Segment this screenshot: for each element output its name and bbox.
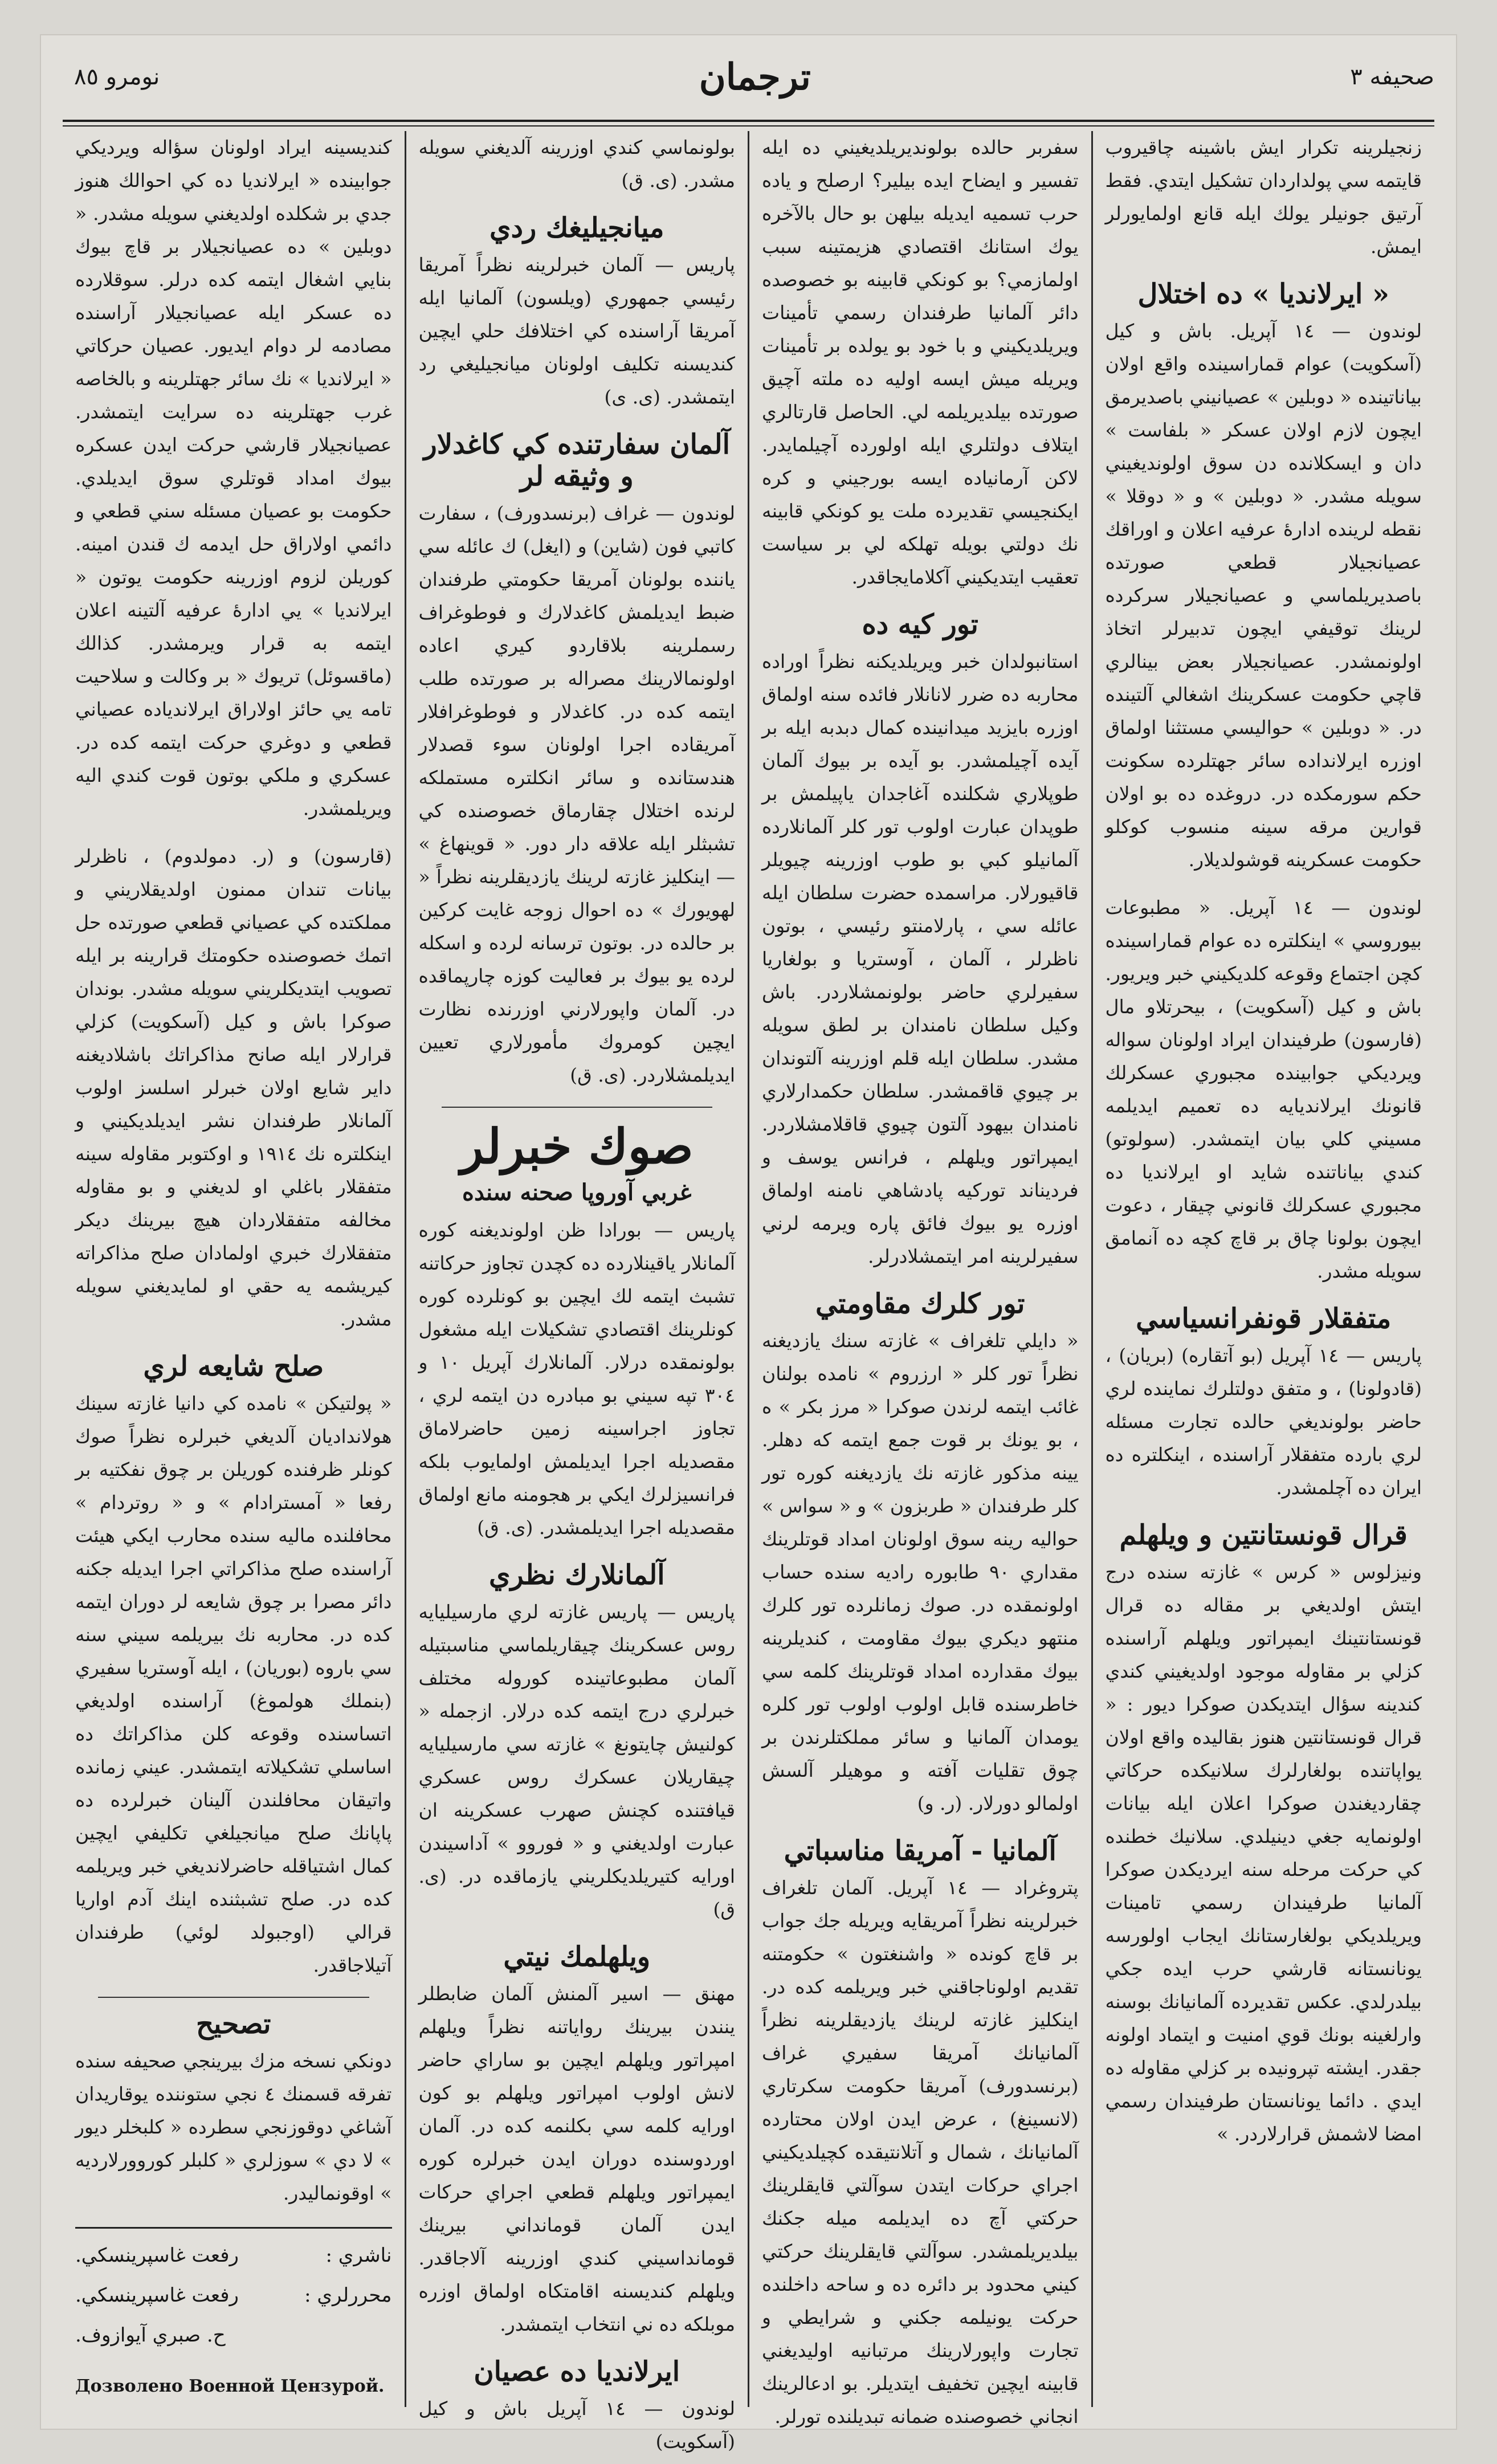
editors-row bbox=[75, 2275, 392, 2315]
newspaper-page bbox=[40, 34, 1457, 2453]
article-title: متفقلار قونفرانسياسي bbox=[1136, 1303, 1392, 1335]
article bbox=[419, 1118, 736, 1544]
page-number: صحيفه ٣ bbox=[1350, 64, 1434, 90]
article-title: آلمانيا - آمريقا مناسباتي bbox=[784, 1835, 1057, 1867]
article-body: (قارسون) و (ر. دمولدوم) ، ناظرلر بيانات تندان ممنون اولديقلاريني و مملكتده كي عصياني قطعي صورتده حل اتمك خصوصنده حكومتك قرارينه بر ايله تصويب ايتديكلريني سويله مشدر. بوندان صوكرا باش و كيل (آسكويت) كزلي قرارلار ايله صانح مذاكراتك باشلاديغنه داير شايع اولان خبرلر اسلسز اولوب آلمانلار طرفندان نشر ايديلديكيني و اينكلتره نك ١٩١٤ و اوكتوبر مقاوله سينه متفقلار باغلي او لديغني و بو مقاوله مخالفه متفقلاردان هيچ بيرينك ديكر متفقلارك خبري اولمادان صلح مذاكراته كيريشمه يه حقي او لمايديغني سويله مشدر. bbox=[75, 845, 392, 1330]
article bbox=[762, 609, 1079, 1273]
editors-row-2 bbox=[75, 2315, 392, 2355]
article bbox=[75, 840, 392, 1336]
section-subtitle: غربي آوروپا صحنه سنده bbox=[462, 1179, 692, 1206]
publisher-row bbox=[75, 2235, 392, 2275]
article-title: ميانجيليغك ردي bbox=[490, 212, 664, 244]
article-body: دونكي نسخه مزك بيرينجي صحيفه سنده تفرقه قسمنك ٤ نجي ستوننده يوقاريدان آشاغي دوقوزنجي سطرده « كلبخلر ديور » لا دي » سوزلري « كلبلر كوروورلارديه » اوقونماليدر. bbox=[75, 2050, 392, 2204]
column-3 bbox=[405, 131, 748, 2453]
newspaper-title: ترجمان bbox=[699, 55, 811, 99]
article-title: تور كلرك مقاومتي bbox=[815, 1288, 1025, 1320]
page-header bbox=[40, 34, 1457, 120]
column-2 bbox=[748, 131, 1091, 2428]
article-body: پاريس — آلمان خبرلرينه نظراً آمريقا رئيسي جمهوري (ويلسون) آلمانيا ايله آمريقا آراسنده كي اختلافك حلي ايچين كنديسنه تكليف اولونان ميانجيليغي رد ايتمشدر. (ى. ى) bbox=[418, 254, 735, 408]
article bbox=[1106, 891, 1422, 1288]
article bbox=[762, 131, 1079, 594]
censor-note: Дозволено Военной Цензурой. bbox=[75, 2376, 385, 2396]
header-rule bbox=[63, 120, 1434, 127]
article-title: ويلهلمك نيتي bbox=[503, 1941, 651, 1973]
article bbox=[75, 131, 392, 825]
article bbox=[75, 1351, 392, 1982]
article-body: كنديسينه ايراد اولونان سؤاله ويرديكي جوابينده « ايرلانديا ده كي احوالك هنوز جدي بر شكلده اولديغني سويله مشدر. « دوبلين » ده عصيانجيلار بر قاچ بيوك بنايي اشغال ايتمه كده درلر. سوقلارده ده عسكر ايله عصيانجيلار آراسنده مصادمه لر دوام ايديور. عصيان حركاتي « ايرلانديا » نك سائر جهتلرينه و بالخاصه غرب جهتلرينه ده سرايت ايتمشدر. عصيانجيلار قارشي حركت ايدن عسكره بيوك امداد قوتلري سوق ايديلدي. حكومت بو عصيان مسئله سني قطعي و دائمي اولاراق حل ايدمه ك قندن امينه. كوريلن لزوم اوزرينه حكومت يوتون « ايرلانديا » يي ادارۀ عرفيه آلتينه اعلان ايتمه به قرار ويرمشدر. كذالك (ماقسوئل) تريوك « بر وكالت و سلاحيت تامه يي حائز اولاراق ايرلاندياده عصياني قطعي و دوغري حركت ايتمه كده در. عسكري و ملكي بوتون قوت كندي اليه ويريلمشدر. bbox=[75, 136, 392, 819]
article-body: « پولتيكن » نامده كي دانيا غازته سينك هولانداديان آلديغي خبرلره نظراً صوك كونلر ظرفنده كوريلن بر چوق نفكتيه بر رفعا « آمسترادام » و « روتردام » محافلنده ماليه سنده محارب ايكي هيئت آراسنده صلح مذاكراتي اجرا ايديله جكنه دائر مصرا بر چوق شايعه لر دوران ايتمه كده در. محاربه نك بيريلمه سيني سنه سي باروه (بوريان) ، ايله آوستريا سفيري (بنملك هولموغ) آراسنده اولديغي اتساسنده وقوعه كلن مذاكراتك ده اساسلي تشكيلاته ايتمشدر. عيني زمانده واتيقان محافلندن آلينان خبرلرده ده پاپانك صلح ميانجيلغي تكليفي ايچين كمال اشتياقله حاضرلانديغي خبر ويريلمه كده در. صلح تشبثنده اينك آدم اواريا قرالي (اوجبولد لوئي) طرفندان آتيلاجاقدر. bbox=[75, 1392, 392, 1976]
publisher-label: ناشري : bbox=[325, 2244, 392, 2267]
article-title: تور كيه ده bbox=[862, 609, 978, 641]
article-body: ونيزلوس « كرس » غازته سنده درج ايتش اولديغي بر مقاله ده قرال قونستانتينك ايمپراتور ويلهلم آراسنده كزلي بر مقاوله موجود اولديغيني كندي كندينه سؤال ايتديكدن صوكرا ديور : « قرال قونستانتين هنوز بقاليده واقع اولان يواپاتنده بولغارلرك سلانيكده حركاتي چقارديغندن صوكرا اعلان ايله بيانات اولونمايه جغي دينيلدي. سلانيك خطنده كي حركت مرحله سنه ايرديكدن صوكرا آلمانيا طرفيندان رسمي تامينات ويريلديكي بولغارستانك ايجاب اولورسه يونانستانه قارشي حرب ايده جكي بيلدرلدي. عكس تقديرده آلمانيانك بوسنه وارلغينه بونك قوي امنيت و ايتماد اولونه جقدر. ايشته تپرونيده بر كزلي مقاوله ده ايدي . دائما يونانستان طرفيندان رسمي امضا لاشمش قرارلاردر. » bbox=[1105, 1561, 1422, 2145]
article-body: سفربر حالده بولونديريلديغيني ده ايله تفسير و ايضاح ايده بيلير؟ ارصلح و ياده حرب تسميه ايديله بيلهن بو حال بالآخره يوك استانك اقتصادي هزيمتينه سبب اولمازمي؟ بو كونكي قابينه بو خصوصده دائر آلمانيا طرفندان رسمي تأمينات ويريلديكيني و با خود بو يولده بر تأمينات ويريله ميش ايسه اوليه ده ملته آچيق صورتده بيلديريلمه لي. الحاصل قارتالري ايتلاف دولتلري ايله اولورده آچيلمايدر. لاكن آرمانياده ايسه بورجيني و كره ايكنجيسي تقديرده ملت يو كونكي قابينه نك دولتي بويله تهلكه لي بر سياست تعقيب ايتديكيني آكلامايجاقدر. bbox=[762, 136, 1079, 588]
article-title: صلح شايعه لري bbox=[143, 1351, 324, 1382]
article-body: لوندون — ١٤ آپريل باش و كيل (آسكويت) bbox=[418, 2397, 735, 2453]
article-body: پاريس — بورادا ظن اولونديغنه كوره آلمانلار ياقينلارده ده كچدن تجاوز حركاتنه تشبث ايتمه لك ايچين بو كونلرده كوره كونلرينك اقتصادي تشكيلات ايله مشغول بولونمقده درلار. آلمانلارك آپريل ١٠ و ٣٠٤ تپه سيني بو مبادره دن ايتمه لري ، تجاوز اجراسينه زمين حاضرلاماق مقصديله اجرا ايديلمش اولمايوب بلكه فرانسيزلرك ايكي بر هجومنه مانع اولماق مقصديله اجرا ايديلمشدر. (ى. ق) bbox=[418, 1219, 735, 1539]
article bbox=[1106, 131, 1422, 263]
article-title: ايرلانديا ده عصيان bbox=[474, 2356, 680, 2388]
article bbox=[75, 2008, 392, 2210]
article-body: لوندون — ١٤ آپريل. « مطبوعات بيوروسي » اينكلتره ده عوام قماراسينده كچن اجتماع وقوعه كلديكيني خبر ويريور. باش و كيل (آسكويت) ، بيحرتلاو مال (فارسون) طرفيندان ايراد اولونان سواله ويرديكي جوابينده مجبوري عسكرلك قانونك ايرلانديايه ده تعميم ايديلمه مسيني كلي بيان ايتمشدر. (سولوتو) كندي بياناتنده شايد او ايرلانديا ده مجبوري عسكرلك قانوني چيقار ، دعوت ايچون بولونا چاق بر قاچ كچه ده آنمامق سويله مشدر. bbox=[1105, 896, 1422, 1282]
section-divider bbox=[98, 1997, 369, 1998]
article bbox=[419, 212, 736, 414]
article-body: مهنق — اسير آلمنش آلمان ضابطلر ينندن بيرينك رواياتنه نظراً ويلهلم امپراتور ويلهلم ايچين بو ساراي حاضر لانش اولوب امپراتور ويلهلم بو كون اورايه كلمه سي بكلنمه كده در. آلمان اوردوسنده دوران ايدن خبرلره كوره ايمپراتور ويلهلم قطعي اجراي حركات ايدن آلمان قومانداني بيرينك قومانداسيني كندي اوزرينه آلاجاقدر. ويلهلم كنديسنه اقامتكاه اولماق اوزره موبلكه ده ني انتخاب ايتمشدر. bbox=[418, 1982, 735, 2335]
article bbox=[419, 2356, 736, 2458]
article-body: استانبولدان خبر ويريلديكنه نظراً اوراده محاربه ده ضرر لانانلار فائده سنه اولماق اوزره بايزيد ميدانينده كمال دبدبه ايله بر آيده آچيلمشدر. بو آيده بر بيوك آلمان طوپلاري شكلنده آغاجدان ياپيلمش بر طوپدان عبارت اولوب تور كلر آلمانلارده آلمانيلو كبي بو طوب اوزرينه چيويلر قاقيورلار. مراسمده حضرت سلطان ايله عائله سي ، پارلامنتو رئيسي ، بوتون ناظرلر ، آلمان ، آوستريا و بولغاريا سفيرلري حاضر بولونمشلاردر. باش وكيل سلطان نامندان بر لطق سويله مشدر. سلطان ايله قلم اوزرينه آلتوندان بر چيوي قاقمشدر. سلطان حكمدارلاري نامندان بيهود آلتون چيوي قاقلامشلاردر. ايمپراتور ويلهلم ، فرانس يوسف و فرديناند توركيه پادشاهي نامنه اولماق اوزره يو بيوك فائق پاره ويرمه لرني سفيرلرينه امر ايتمشلادرلر. bbox=[762, 650, 1079, 1267]
article-body: بولونماسي كندي اوزرينه آلديغني سويله مشدر. (ى. ق) bbox=[418, 136, 735, 191]
column-4 bbox=[63, 131, 405, 2407]
article bbox=[419, 1559, 736, 1926]
article-body: لوندون — غراف (برنسدورف) ، سفارت كاتبي فون (شاين) و (ايغل) ك عائله سي ياننده بولونان آمريقا حكومتي طرفندان ضبط ايديلمش كاغدلارك و فوطوغراف رسملرينه بلاقاردو كيري اعاده اولونمالارينك مصراله بر صورتده طلب ايتمه كده در. كاغدلار و فوطوغرافلار آمريقاده اجرا اولونان سوء قصدلار هندستانده و سائر انكلتره مستملكه لرنده اختلال چقارماق خصوصنده كي تشبثلر ايله علاقه دار دور. « قوينهاغ » — اينكليز غازته لرينك يازديقلرينه نظراً « لهويورك » ده احوال زوجه غايت كركين بر حالده در. بوتون ترسانه لرده و اسكله لرده يو بيوك بر فعاليت كوزه چارپماقده در. آلمان واپورلارني اوزرنده نظارت ايچين كومروك مأمورلاري تعيين ايديلمشلاردر. (ى. ق) bbox=[418, 502, 735, 1086]
article bbox=[419, 1941, 736, 2341]
article bbox=[419, 429, 736, 1092]
article bbox=[762, 1288, 1079, 1820]
section-divider bbox=[442, 1107, 713, 1108]
article bbox=[1106, 1303, 1422, 1504]
article bbox=[1106, 278, 1422, 876]
article bbox=[419, 131, 736, 197]
section-title: صوك خبرلر bbox=[460, 1118, 694, 1174]
article-title: آلمان سفارتنده كي كاغدلار و وثيقه لر bbox=[423, 429, 730, 492]
article-body: پاريس — ١٤ آپريل (بو آتقاره) (بريان) ، (قادولونا) ، و متفق دولتلرك نماينده لري حاضر بولونديغي حالده تجارت مسئله لري بارده متفقلار آراسنده ، اينكلتره ده ايران ده آچلمشدر. bbox=[1105, 1344, 1422, 1499]
article bbox=[1106, 1519, 1422, 2151]
editors-label: محررلري : bbox=[304, 2284, 392, 2307]
article-body: زنجيلرينه تكرار ايش باشينه چاقيروب قايتمه سي پولداردان تشكيل ايتدي. فقط آرتيق جونيلر يولك ايله قانع اولمايورلر ايمش. bbox=[1105, 136, 1422, 258]
article-title: « ايرلانديا » ده اختلال bbox=[1137, 278, 1389, 310]
article-body: لوندون — ١٤ آپريل. باش و كيل (آسكويت) عوام قماراسينده واقع اولان بياناتينده « دوبلين » عصيانيني باصديرمق ايچون لازم اولان عسكر « بلفاست » دان و ايسكلانده دن سوق اولونديغيني سويله مشدر. « دوبلين » و « دوقلا » نقطه لرينده ادارۀ عرفيه اعلان و اوراقك عصيانجيلار قطعي صورتده باصديريلماسي و عصيانجيلار سركرده لرينك توقيفي ايچون تدبيرلر اتخاذ اولونمشدر. عصيانجيلار بعض بينالري قاچي حكومت عسكرينك اشغالي آلتينده در. « دوبلين » حواليسي مستثنا اولماق اوزره ايرلانداده سائر جهتلرده سكونت حكم سورمكده در. دروغده ده بو اولان قوارين مرقه سينه منسوب كوكلو حكومت عسكرينه قوشولديلار. bbox=[1105, 320, 1422, 871]
column-1 bbox=[1091, 131, 1435, 2407]
editor-1: رفعت غاسپرينسكي. bbox=[75, 2284, 239, 2307]
article-body: « دايلي تلغراف » غازته سنك يازديغنه نظراً تور كلر « ارزروم » نامده بولنان غائب ايتمه لرندن صوكرا « مرز بكر » ه ، بو يونك بر قوت جمع ايتمه كه دهلر. يينه مذكور غازته نك يازديغنه كوره تور كلر طرفندان « طربزون » و « سواس » حواليه رينه سوق اولونان امداد قوتلرينك مقداري ٩٠ طابوره راديه سنده حساب اولونمقده در. صوك زمانلرده تور كلرك منتهو ديكري بيوك مقاومت ، كنديلرينه بيوك مقدارده امداد قوتلرينك كلمه سي خاطرسنده قابل اولوب اولوب تور كلره يومدان آلمانيا و سائر مملكتلرندن بر چوق تقليات آفته و موهيلر آلسش اولمالو دورلار. (ر. و) bbox=[762, 1329, 1079, 1814]
article-title: قرال قونستانتين و ويلهلم bbox=[1119, 1519, 1408, 1551]
imprint bbox=[75, 2227, 392, 2406]
issue-number: نومرو ٨٥ bbox=[74, 64, 160, 90]
article-body: پتروغراد — ١٤ آپريل. آلمان تلغراف خبرلرينه نظراً آمريقايه ويريله جك جواب بر قاچ كونده « واشنغتون » حكومتنه تقديم اولوناجاقني خبر ويريلمه كده در. اينكليز غازته لرينك يازديقلرينه نظراً آلمانيانك آمريقا سفيري غراف (برنسدورف) آمريقا حكومت سكرتاري (لانسينغ) ، عرض ايدن اولان محتارده آلمانيانك ، شمال و آتلانتيقده كچيلديكيني اجراي حركات ايتدن سوآلتي قايقلرينك حركتي آچ ده ايديلمه ميله جكنك بيلديريلمشدر. سوآلتي قايقلرينك حركتي كيني محدود بر دائره ده و ساحه داخلنده حركت يونيلمه جكني و شرايطي و تجارت واپورلارينك مرتبانيه اوليديغني قابينه ايچين تخفيف ايتديلر. بو ادعالرينك انجاني خصوصنده ضمانه تبديلنده تورلر. bbox=[762, 1876, 1079, 2428]
article-body: پاريس — پاريس غازته لري مارسيليايه روس عسكرينك چيقاريلماسي مناسبتيله آلمان مطبوعاتينده كوروله مختلف خبرلري درج ايتمه كده درلار. ازجمله « كولنيش چايتونغ » غازته سي مارسيليايه چيقاريلان عسكرك روس عسكري قيافتنده كچنش صهرب عسكرينه ان عبارت اولديغني و « فوروو » آداسيندن اورايه كتيريلديكلريني يازماقده در. (ى. ق) bbox=[418, 1601, 735, 1920]
article-title: تصحيح bbox=[196, 2008, 271, 2040]
article-title: آلمانلارك نظري bbox=[488, 1559, 665, 1591]
columns-container bbox=[63, 131, 1434, 2453]
editor-2: ح. صبري آيوازوف. bbox=[75, 2324, 226, 2347]
article bbox=[762, 1835, 1079, 2433]
publisher-name: رفعت غاسپرينسكي. bbox=[75, 2244, 239, 2267]
